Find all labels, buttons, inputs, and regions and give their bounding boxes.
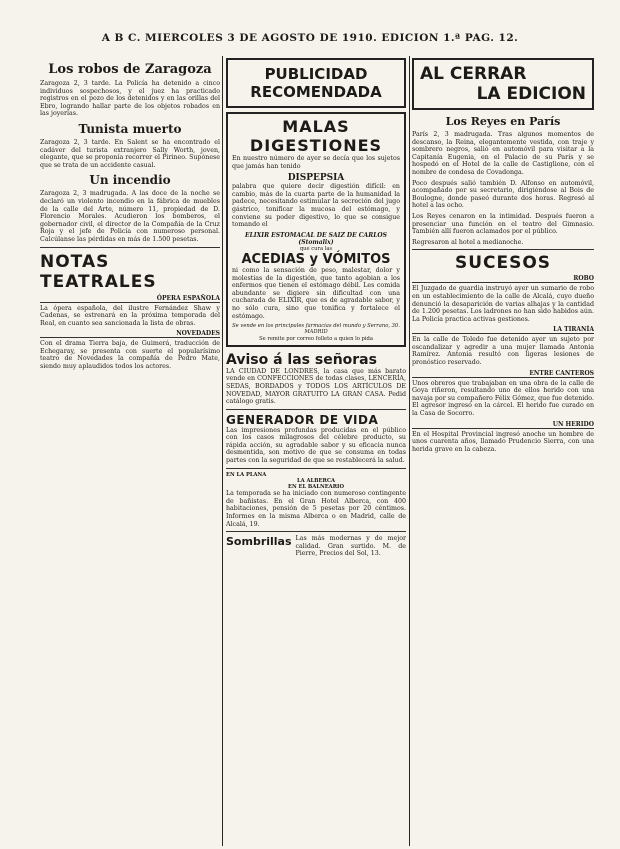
- reyes-title: Los Reyes en París: [445, 115, 561, 128]
- sombrillas-word: Sombrillas: [226, 535, 292, 549]
- malas-body-2: que cura las: [299, 245, 333, 252]
- publicidad-title-1: PUBLICIDAD: [264, 65, 368, 83]
- column-1: [40, 58, 220, 374]
- tunista-body: Zaragoza 2, 3 tarde. En Salent se ha encontrado el cadáver del turista extranjero Sally Worth, joven, elegante, que se proponía recorrer el Pirineo. Supónese que se trata de un accidente casual.: [40, 138, 220, 169]
- herido-body: En el Hospital Provincial ingresó anoche un hombre de unos cuarenta años, llamado Prudencio Sierra, con una herida grave en la cabeza.: [412, 430, 594, 453]
- page-header: A B C. MIERCOLES 3 DE AGOSTO DE 1910. EDICION 1.ª PAG. 12.: [101, 32, 519, 44]
- malas-footer-1: Se vende en los principales farmacias del mundo y Serrano, 30. MADRID: [232, 323, 400, 336]
- zaragoza-body: Zaragoza 2, 3 tarde. La Policía ha detenido a cinco individuos sospechosos, y el juez ha practicado registros en el pozo de los detenidos y en las orillas del Ebro, logrando hallar parte de los objetos robados en las joyerías.: [40, 80, 220, 118]
- herido-tag: UN HERIDO: [412, 421, 594, 429]
- novedades-tag: NOVEDADES: [40, 330, 220, 338]
- tunista-title: Tunista muerto: [78, 121, 182, 136]
- tirania-tag: LA TIRANÍA: [412, 326, 594, 334]
- generador-body: Las impresiones profundas producidas en el público con los casos milagrosos del célebre producto, su rápida acción, su agradable sabor y su eficacia nunca desmentida, son motivo de que se consuma en todas partes con la seguridad de que se restablecerá la salud.: [226, 426, 406, 465]
- zaragoza-title: Los robos de Zaragoza: [48, 62, 212, 77]
- publicidad-box: [226, 58, 406, 108]
- reyes-body-2: Poco después salió también D. Alfonso en automóvil, acompañado por su secretario, dirigiéndose al Bois de Boulogne, donde paseó durante dos horas. Regresó al hotel a las ocho.: [412, 179, 594, 210]
- aviso-title: Aviso á las señoras: [226, 351, 377, 368]
- malas-intro: En nuestro número de ayer se decía que los sujetos que jamás han tenido: [232, 155, 400, 170]
- cerrar-title-2: LA EDICION: [476, 84, 586, 104]
- reyes-body-4: Regresaron al hotel a medianoche.: [412, 238, 524, 246]
- alberca-head: LA ALBERCA: [297, 477, 335, 484]
- malas-digestiones-ad: [226, 112, 406, 347]
- reyes-body-1: París 2, 3 madrugada. Tras algunos momentos de descanso, la Reina, elegantemente vestida, con traje y sombrero negros, salió en automóvil para visitar a la Capitanía Eugenia, en el Palacio de su París y se hospedó en el Hotel de la calle de Castiglione, con el nombre de condesa de Covadonga.: [412, 131, 594, 176]
- cerrar-box: [412, 58, 594, 110]
- balneario-head: EN EL BALNEARIO: [288, 484, 344, 491]
- balneario-body: La temporada se ha iniciado con numeroso contingente de bañistas. En el Gran Hotel Alberca, con 400 habitaciones, pensión de 5 pesetas por 20 céntimos. Informes en la misma Alberca o en Madrid, calle de Alcalá, 19.: [226, 490, 406, 528]
- canteros-body: Unos obreros que trabajaban en una obra de la calle de Goya riñeron, resultando uno de ellos herido con una navaja por su compañero Félix Gómez, que fue detenido. El agresor ingresó en la cárcel. El herido fue curado en la Casa de Socorro.: [412, 379, 594, 418]
- divider: [226, 468, 406, 469]
- sombrillas-body: Las más modernas y de mejor calidad. Gran surtido. M. de Pierre, Precios del Sol, 13.: [295, 535, 406, 558]
- robo-tag: ROBO: [412, 275, 594, 283]
- malas-title: MALAS: [282, 117, 350, 136]
- column-rule-2: [409, 56, 410, 846]
- elixir-name: ELIXIR ESTOMACAL DE SAIZ DE CARLOS (Stomalix): [245, 231, 387, 246]
- plana-head: EN LA PLANA: [226, 471, 267, 478]
- sucesos-title: SUCESOS: [454, 253, 552, 274]
- tirania-body: En la calle de Toledo fue detenido ayer un sujeto por escandalizar y agredir a una mujer llamada Antonia Ramírez. Antonia resultó con ligeras lesiones de pronóstico reservado.: [412, 336, 594, 367]
- column-rule-1: [222, 56, 223, 846]
- column-2: [226, 58, 406, 561]
- publicidad-title-2: RECOMENDADA: [250, 83, 382, 101]
- generador-title: GENERADOR DE VIDA: [226, 412, 379, 427]
- divider: [226, 409, 406, 410]
- incendio-title: Un incendio: [89, 173, 171, 188]
- digestiones-title: DIGESTIONES: [249, 136, 383, 155]
- robo-body: El Juzgado de guardia instruyó ayer un sumario de robo en un establecimiento de la calle de Alcalá, cuyo dueño denunció la desaparición de varias alhajas y la cantidad de 1.200 pesetas. Los ladrones no han sido habidos aún. La Policía practica activas gestiones.: [412, 285, 594, 323]
- divider: [226, 531, 406, 532]
- malas-footer-2: Se remite por correo folleto a quien lo pida: [259, 335, 373, 342]
- novedades-body: Con el drama Tierra baja, de Guimerá, traducción de Echegaray, se presenta con suerte el popularísimo teatro de Novedades la compañía de Pedro Mate, siendo muy aplaudidos todos los actores.: [40, 340, 220, 371]
- reyes-body-3: Los Reyes cenaron en la intimidad. Después fueron a presenciar una función en el teatro del Gimnasio. También allí fueron aclamados por el público.: [412, 212, 594, 236]
- divider: [412, 249, 594, 250]
- aviso-body: LA CIUDAD DE LONDRES, la casa que más barato vende en CONFECCIONES de todas clases, LENCERÍA, SEDAS, BORDADOS y TODOS LOS ARTÍCULOS DE NOVEDAD, MAYOR GRATUITO LA GRAN CASA. Pedid catálogo gratis.: [226, 367, 406, 406]
- incendio-body: Zaragoza 2, 3 madrugada. A las doce de la noche se declaró un violento incendio en la fábrica de muebles de la calle del Arte, número 11, propiedad de D. Florencio Morales. Acudieron los bomberos, el gobernador civil, el director de la Compañía de la Cruz Roja y el jefe de Policía con numeroso personal. Calcúlanse las pérdidas en más de 1.500 pesetas.: [40, 190, 220, 243]
- canteros-tag: ENTRE CANTEROS: [412, 370, 594, 378]
- malas-body-1: palabra que quiere decir digestión difícil: en cambio, más de la cuarta parte de la humanidad la padece, necesitando estimular la secreción del jugo gástrico, tonificar la mucosa del estómago, y conviene su poder digestivo, lo que se consigue tomando el: [232, 183, 400, 229]
- sombrillas-ad: [226, 535, 406, 561]
- opera-tag: ÓPERA ESPAÑOLA: [40, 295, 220, 303]
- cerrar-title-1: AL CERRAR: [420, 64, 527, 84]
- column-3: [412, 58, 594, 456]
- opera-body: La ópera española, del ilustre Fernández Shaw y Cadenas, se estrenará en la próxima temporada del Real, en cuanto sea sancionada la lista de obras.: [40, 304, 220, 327]
- acedias-title: ACEDIAS y VÓMITOS: [241, 251, 391, 267]
- teatrales-title: NOTAS TEATRALES: [40, 251, 157, 292]
- malas-body-3: ni como la sensación de peso, malestar, dolor y molestias de la digestión, que tanto agobian a los enfermos que tienen el estómago débil. Les comida abundante se digiere sin dificultad con una cucharada de ELIXIR, que es de agradable sabor, y no sólo cura, sino que tonifica y fortalece el estómago.: [232, 266, 400, 320]
- divider: [40, 247, 220, 248]
- dispepsia-word: DISPEPSIA: [287, 173, 345, 184]
